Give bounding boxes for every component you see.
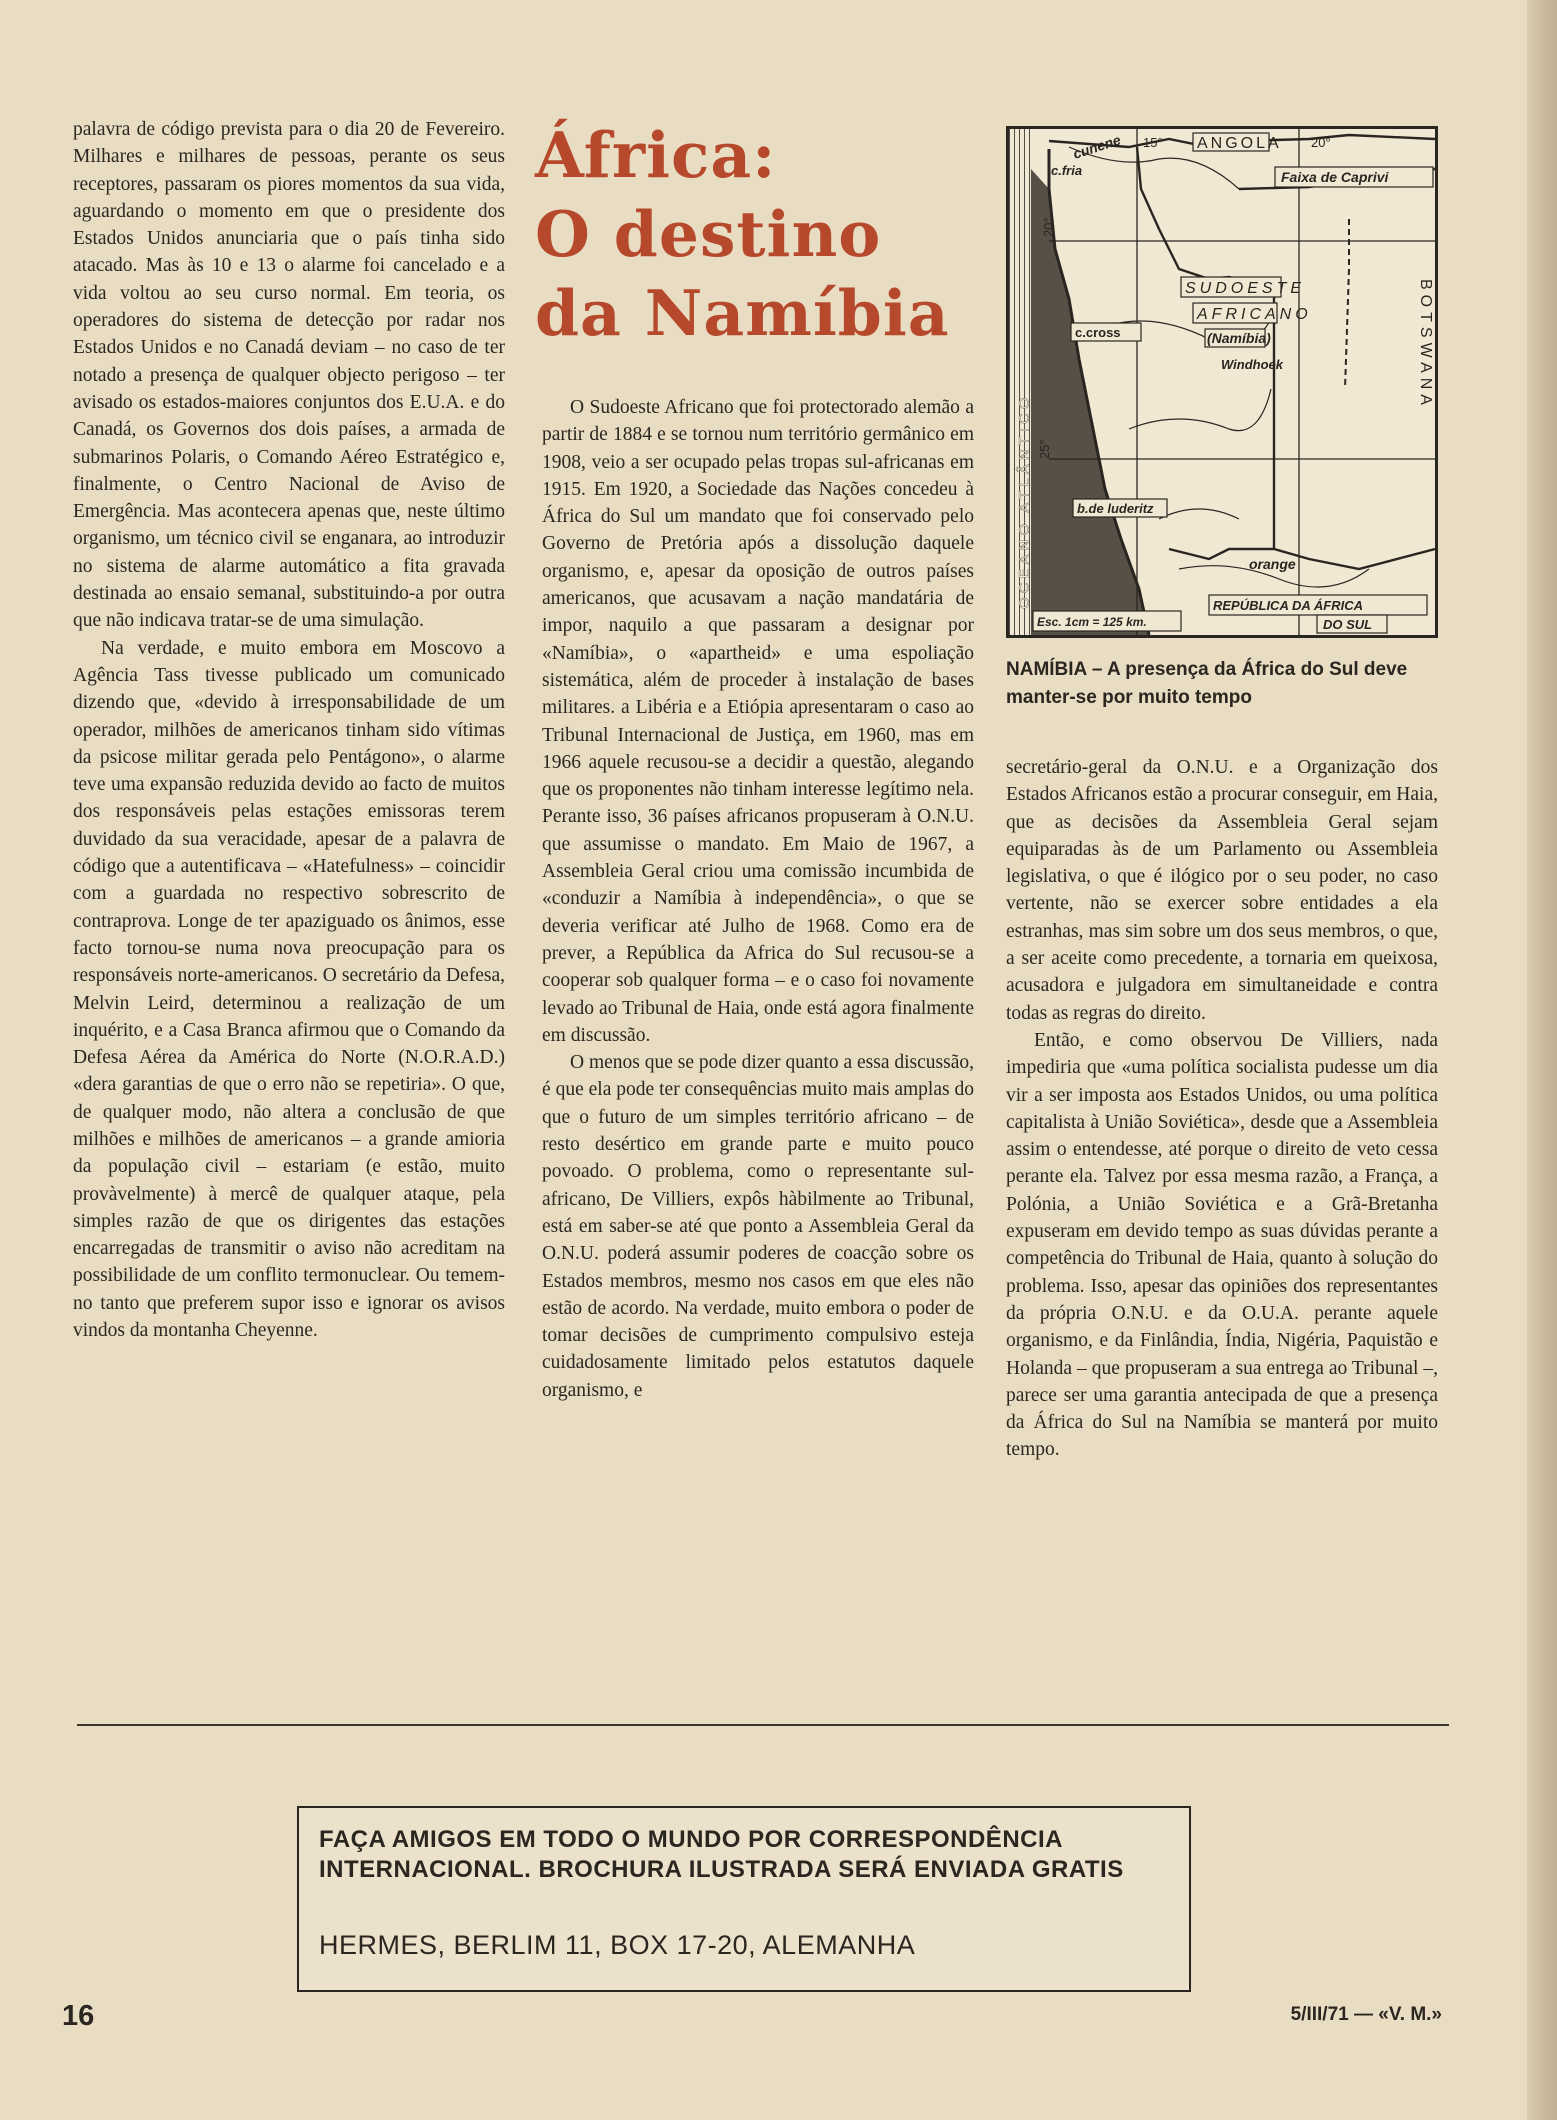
map-label-cunene: cunene bbox=[1070, 131, 1123, 162]
column-1-paragraph-1: palavra de código prevista para o dia 20 de Fevereiro. Milhares e milhares de pessoas, perante os seus receptores, passaram os piores momentos da sua vida, aguardando o momento em que o presidente dos Estados Unidos anunciaria que o país tinha sido atacado. Mas às 10 e 13 o alarme foi cancelado e a vida voltou ao seu curso normal. Em teoria, os operadores do sistema de detecção por radar nos Estados Unidos e no Canadá deviam – no caso de ter notado a presença de qualquer objecto perigoso – ter avisado os estados-maiores conjuntos dos E.U.A. e do Canadá, os Governos dos dois países, a armada de submarinos Polaris, o Comando Aéreo Estratégico e, finalmente, o Centro Nacional de Aviso de Emergência. Mas acontecera apenas que, neste último organismo, um técnico civil se enganara, ao introduzir no sistema de alarme automático a fita gravada destinada ao ensaio semanal, substituindo-a por outra que não indicava tratar-se de uma simulação. bbox=[73, 119, 505, 632]
map-label-windhoek: Windhoek bbox=[1221, 357, 1283, 372]
column-3-paragraph-2: Então, e como observou De Villiers, nada impediria que «uma política socialista pudesse um dia vir a ser imposta aos Estados Unidos, ou uma política capitalista à União Soviética», desde que a Assembleia assim o entendesse, até porque o direito de veto cessa perante ela. Talvez por essa mesma razão, a França, a Polónia, a União Soviética e a Grã-Bretanha expuseram em devido tempo as suas dúvidas perante a competência do Tribunal de Haia, quanto à solução do problema. Isso, apesar das opiniões dos representantes da própria O.N.U. e da O.U.A. perante aquele organismo, e da Finlândia, Índia, Nigéria, Paquistão e Holanda – que propuseram a sua entrega ao Tribunal –, parece ser uma garantia antecipada de que a presença da África do Sul na Namíbia se manterá por muito tempo. bbox=[1006, 1029, 1438, 1461]
map-label-rsa2: DO SUL bbox=[1323, 617, 1373, 632]
title-line-3: da Namíbia bbox=[535, 276, 950, 350]
column-2-paragraph-2: O menos que se pode dizer quanto a essa discussão, é que ela pode ter consequências muito mais amplas do que o futuro de um simples território africano – de resto desértico em grande parte e muito pouco povoado. O problema, como o representante sul-africano, De Villiers, expôs hàbilmente ao Tribunal, está em saber-se até que ponto a Assembleia Geral da O.N.U. poderá assumir poderes de coacção sobre os Estados membros, mesmo nos casos em que eles não estão de acordo. Na verdade, muito embora o poder de tomar decisões de cumprimento compulsivo esteja cuidadosamente limitado pelos estatutos daquele organismo, e bbox=[542, 1052, 974, 1401]
article-column-3 bbox=[1006, 754, 1438, 1464]
map-label-rsa1: REPÚBLICA DA ÁFRICA bbox=[1213, 598, 1363, 613]
title-line-2: O destino bbox=[535, 197, 882, 271]
map-label-scale: Esc. 1cm = 125 km. bbox=[1037, 615, 1147, 629]
map-label-lat20: 20° bbox=[1041, 217, 1056, 237]
map-label-orange: orange bbox=[1249, 556, 1296, 572]
article-column-2 bbox=[542, 394, 974, 1404]
map-label-oceano: OCEANO ATLÂNTICO bbox=[1016, 393, 1033, 609]
map-label-luderitz: b.de luderitz bbox=[1077, 501, 1154, 516]
page-number: 16 bbox=[62, 2000, 95, 2032]
map-label-africano: AFRICANO bbox=[1197, 306, 1312, 323]
map-caption: NAMÍBIA – A presença da África do Sul deve manter-se por muito tempo bbox=[1006, 659, 1408, 708]
issue-date: 5/III/71 — «V. M.» bbox=[1290, 2004, 1442, 2025]
map-label-fria: c.fria bbox=[1051, 163, 1083, 178]
page-spine-shadow bbox=[1527, 0, 1557, 2120]
article-column-1 bbox=[73, 116, 505, 1344]
title-line-1: África: bbox=[535, 118, 777, 192]
map-label-faixa: Faixa de Caprivi bbox=[1281, 169, 1389, 185]
map-label-lat15: 15° bbox=[1143, 135, 1163, 150]
map-label-namibia: (Namíbia) bbox=[1207, 330, 1271, 346]
map-label-angola: ANGOLA bbox=[1197, 135, 1282, 152]
namibia-map bbox=[1006, 126, 1438, 638]
ad-line-1: FAÇA AMIGOS EM TODO O MUNDO POR CORRESPONDÊNCIA bbox=[319, 1826, 1063, 1853]
ad-address: HERMES, BERLIM 11, BOX 17-20, ALEMANHA bbox=[319, 1930, 916, 1960]
map-label-sudoeste: SUDOESTE bbox=[1185, 280, 1306, 297]
column-2-paragraph-1: O Sudoeste Africano que foi protectorado alemão a partir de 1884 e se tornou num território germânico em 1908, veio a ser ocupado pelas tropas sul-africanas em 1915. Em 1920, a Sociedade das Nações concedeu à África do Sul um mandato que foi conservado pelo Governo de Pretória após a dissolução daquele organismo, e, apesar da oposição de outros países americanos, que acusavam a nação mandatária de impor, naquilo a que passaram a designar por «Namíbia», o «apartheid» e uma espoliação sistemática, além de proceder à instalação de bases militares. a Libéria e a Etiópia apresentaram o caso ao Tribunal Internacional de Justiça, em 1960, mas em 1966 aquele recusou-se a decidir a questão, alegando que os proponentes não tinham interesse legítimo nela. Perante isso, 36 países africanos propuseram à O.N.U. que assumisse o mandato. Em Maio de 1967, a Assembleia Geral criou uma comissão incumbida de «conduzir a Namíbia à independência», o que se deveria verificar até Julho de 1968. Como era de prever, a República da Africa do Sul recusou-se a cooperar sob qualquer forma – e o caso foi novamente levado ao Tribunal de Haia, onde está agora finalmente em discussão. bbox=[542, 397, 974, 1046]
map-label-botswana: BOTSWANA bbox=[1417, 279, 1434, 410]
map-label-lat25: 25° bbox=[1037, 439, 1052, 459]
horizontal-divider bbox=[77, 1724, 1449, 1726]
classified-ad-box bbox=[297, 1806, 1191, 1992]
article-title bbox=[535, 116, 985, 353]
map-label-lon20: 20° bbox=[1311, 135, 1331, 150]
column-3-paragraph-1: secretário-geral da O.N.U. e a Organização dos Estados Africanos estão a procurar conseguir, em Haia, que as decisões da Assembleia Geral sejam equiparadas às de um Parlamento ou Assembleia legislativa, o que é ilógico por o seu poder, no caso vertente, não se exercer sobre entidades a ela estranhas, mas sim sobre um dos seus membros, o que, a ser aceite como precedente, a tornaria em queixosa, acusadora e julgadora em simultaneidade e contra todas as regras do direito. bbox=[1006, 757, 1438, 1024]
map-label-cross: c.cross bbox=[1075, 325, 1121, 340]
ad-line-2: INTERNACIONAL. BROCHURA ILUSTRADA SERÁ ENVIADA GRATIS bbox=[319, 1856, 1124, 1883]
column-1-paragraph-2: Na verdade, e muito embora em Moscovo a Agência Tass tivesse publicado um comunicado dizendo que, «devido à irresponsabilidade de um operador, milhões de americanos tinham sido vítimas da psicose militar gerada pelo Pentágono», o alarme teve uma expansão reduzida devido ao facto de muitos dos responsáveis pelas estações emissoras terem duvidado da sua veracidade, apesar de a palavra de código que a autentificava – «Hatefulness» – coincidir com a guardada no respectivo sobrescrito de contraprova. Longe de ter apaziguado os ânimos, esse facto tornou-se numa nova preocupação para os responsáveis norte-americanos. O secretário da Defesa, Melvin Leird, determinou a realização de um inquérito, e a Casa Branca afirmou que o Comando da Defesa Aérea da América do Norte (N.O.R.A.D.) «dera garantias de que o erro não se repetiria». O que, de qualquer modo, não altera a conclusão de que milhões e milhões de americanos – a grande amioria da população civil – estariam (e estão, muito provàvelmente) à mercê de qualquer ataque, pela simples razão de que os dirigentes das estações encarregadas de transmitir o aviso não acreditam na possibilidade de um conflito termonuclear. Ou temem-no tanto que preferem supor isso e ignorar os avisos vindos da montanha Cheyenne. bbox=[73, 637, 505, 1342]
